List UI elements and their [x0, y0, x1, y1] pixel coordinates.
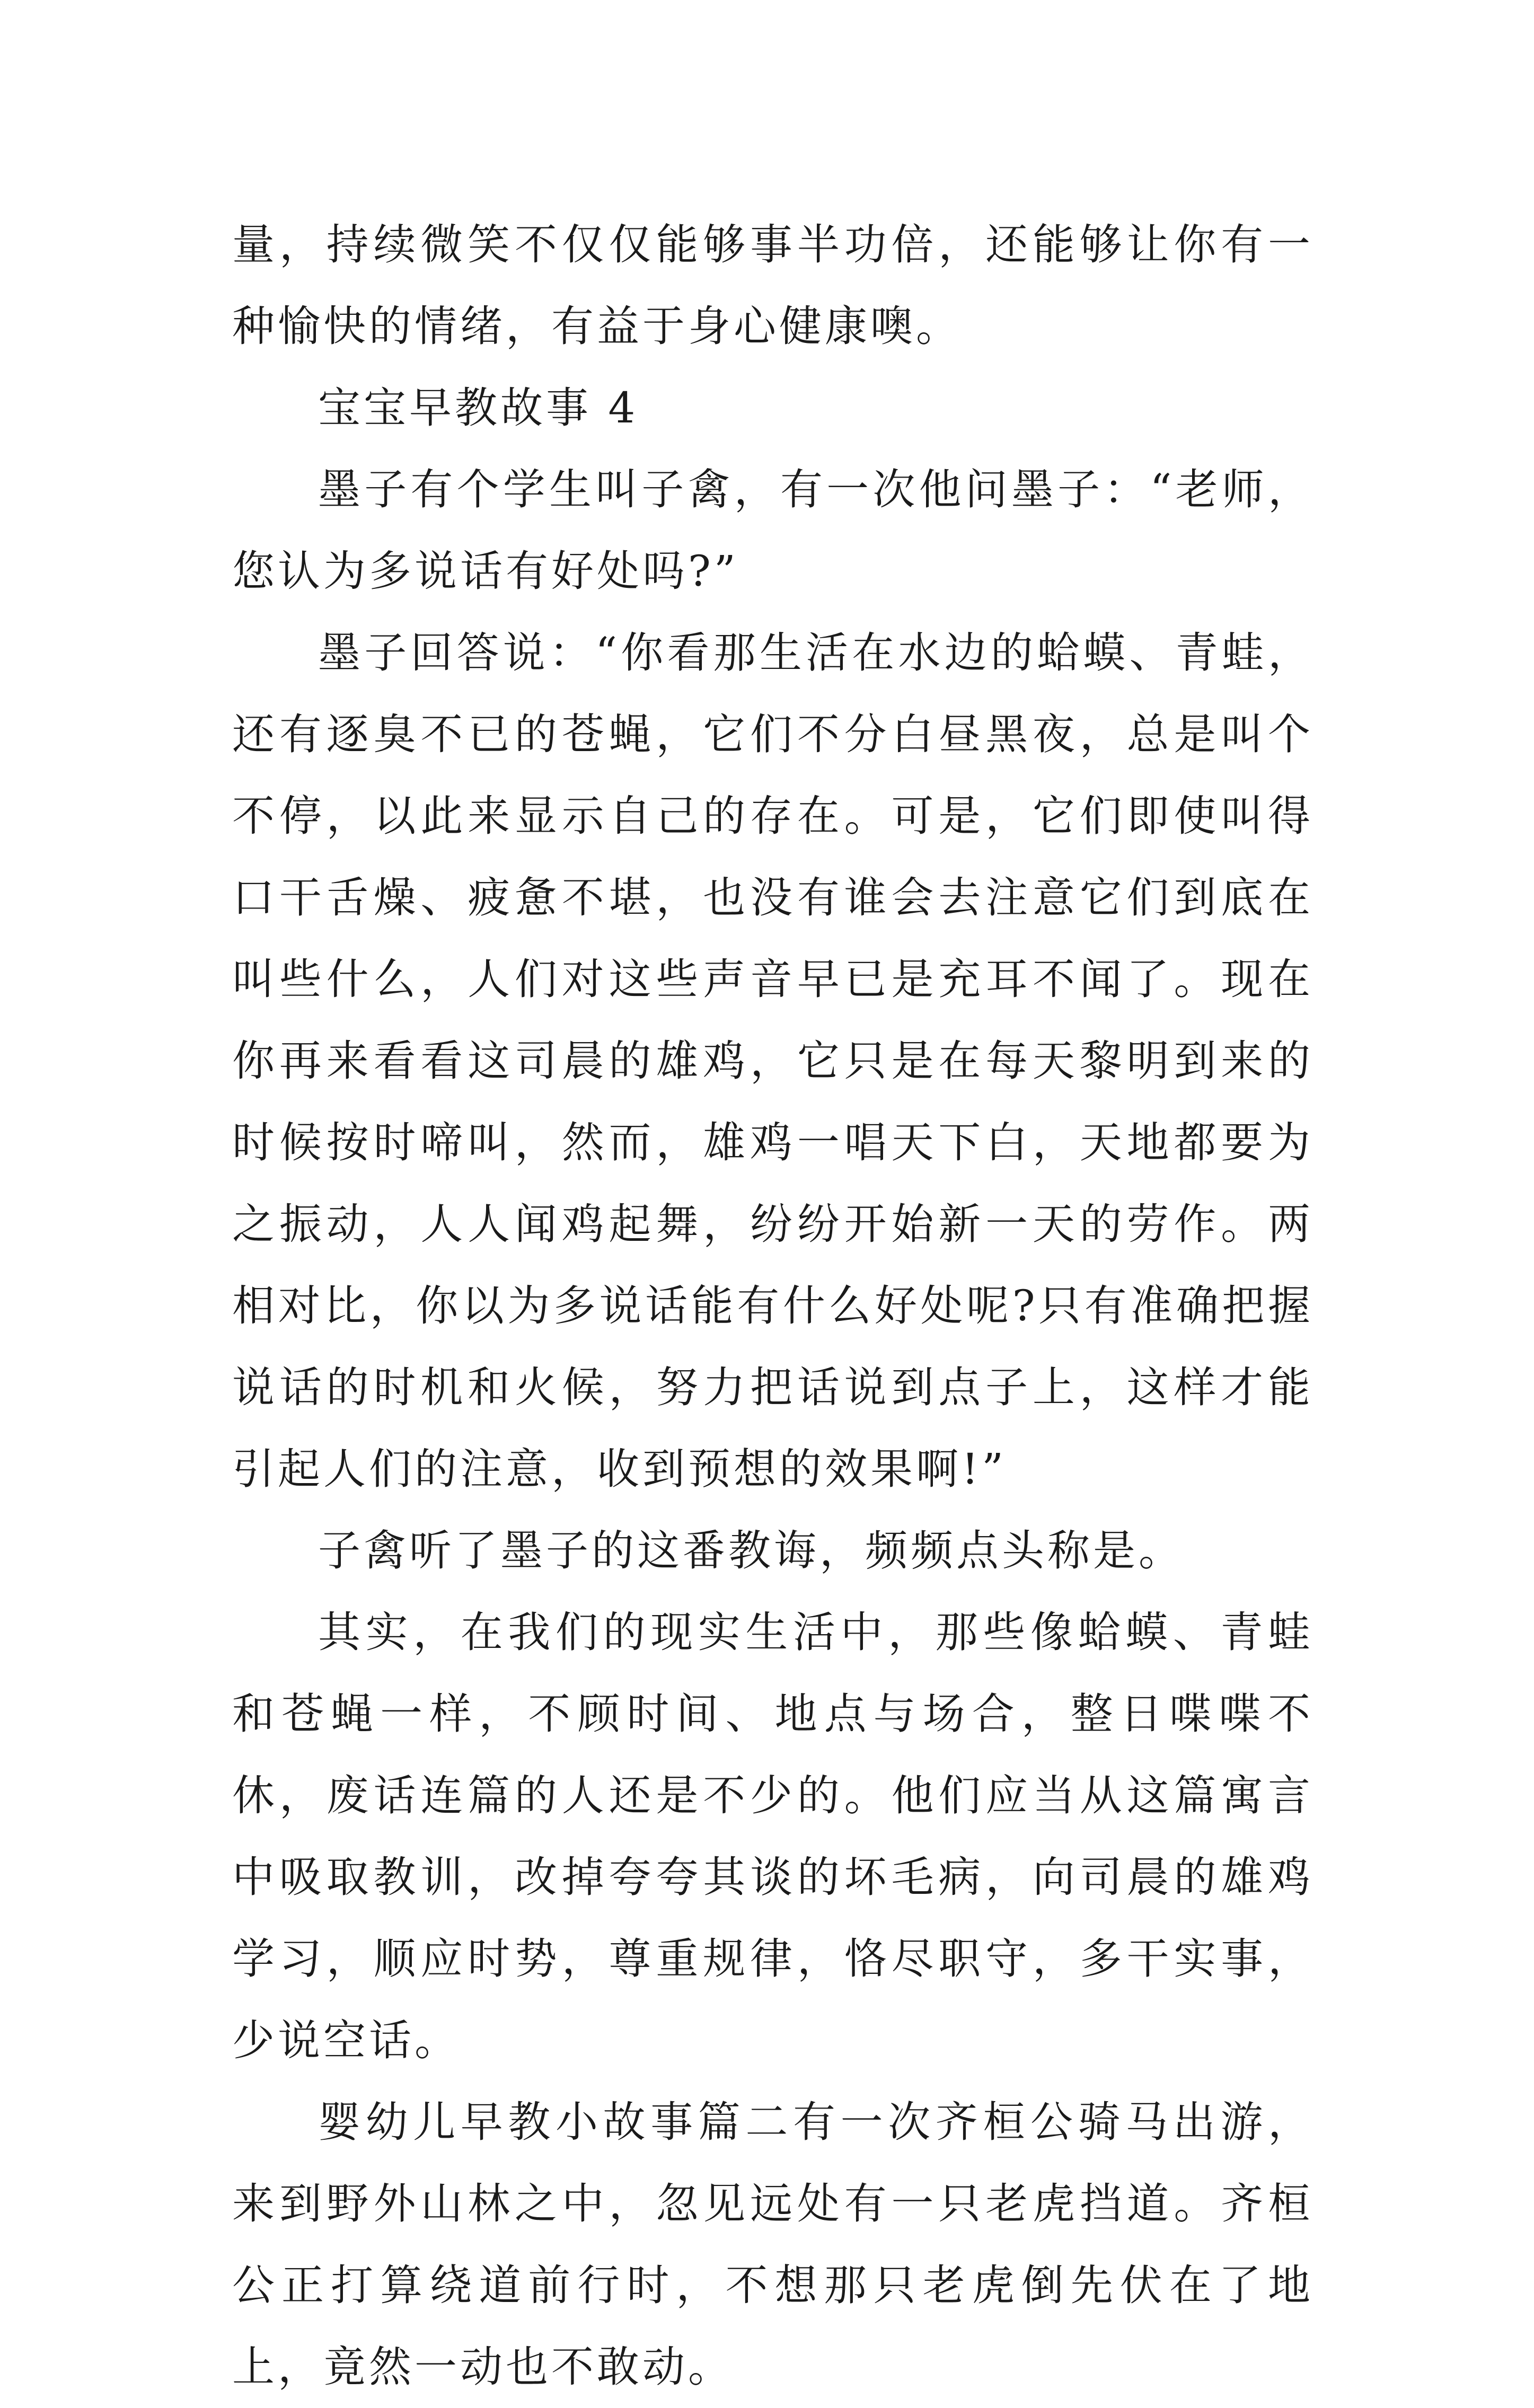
paragraph: 墨子有个学生叫子禽，有一次他问墨子：“老师，您认为多说话有好处吗?” [232, 465, 1313, 596]
section-heading: 宝宝早教故事 4 [318, 383, 639, 433]
paragraph-continuation: 量，持续微笑不仅仅能够事半功倍，还能够让你有一种愉快的情绪，有益于身心健康噢。 [232, 220, 1313, 351]
document-body [232, 204, 1313, 2408]
paragraph: 其实，在我们的现实生活中，那些像蛤蟆、青蛙和苍蝇一样，不顾时间、地点与场合，整日喋喋不休，废话连篇的人还是不少的。他们应当从这篇寓言中吸取教训，改掉夸夸其谈的坏毛病，向司晨的雄鸡学习，顺应时势，尊重规律，恪尽职守，多干实事，少说空话。 [232, 1608, 1313, 2065]
paragraph: 子禽听了墨子的这番教诲，频频点头称是。 [318, 1526, 1184, 1575]
paragraph: 墨子回答说：“你看那生活在水边的蛤蟆、青蛙，还有逐臭不已的苍蝇，它们不分白昼黑夜，总是叫个不停，以此来显示自己的存在。可是，它们即使叫得口干舌燥、疲惫不堪，也没有谁会去注意它们到底在叫些什么，人们对这些声音早已是充耳不闻了。现在你再来看看这司晨的雄鸡，它只是在每天黎明到来的时候按时啼叫，然而，雄鸡一唱天下白，天地都要为之振动，人人闻鸡起舞，纷纷开始新一天的劳作。两相对比，你以为多说话能有什么好处呢?只有准确把握说话的时机和火候，努力把话说到点子上，这样才能引起人们的注意，收到预想的效果啊!” [232, 628, 1313, 1494]
paragraph: 婴幼儿早教小故事篇二有一次齐桓公骑马出游，来到野外山林之中，忽见远处有一只老虎挡道。齐桓公正打算绕道前行时，不想那只老虎倒先伏在了地上，竟然一动也不敢动。 [232, 2097, 1313, 2392]
